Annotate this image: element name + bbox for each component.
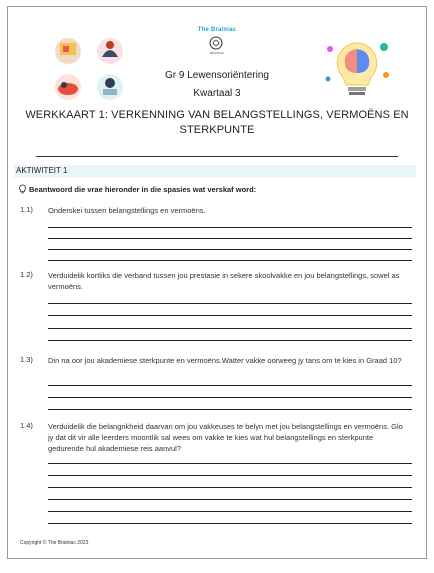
- brand-subtitle: BRAINIAC: [209, 51, 225, 55]
- term-heading: Kwartaal 3: [193, 88, 241, 99]
- question-text: Verduidelik kortliks die verband tussen jou prestasie in sekere skoolvakke en jou belangstellings, sowel as vermoëns.: [48, 271, 400, 291]
- answer-line[interactable]: [48, 487, 412, 488]
- question-number: 1.1): [20, 205, 33, 214]
- grade-heading: Gr 9 Lewensoriëntering: [165, 70, 269, 81]
- question-number: 1.3): [20, 355, 33, 364]
- instruction: [18, 184, 256, 194]
- worksheet-page: [7, 6, 427, 559]
- answer-line[interactable]: [48, 340, 412, 341]
- question-text: Verduidelik die belangrikheid daarvan om jou vakkeuses te belyn met jou belangstellings en vermoëns. Glo jy dat dit vir alle leerders moontlik sal wees om vakke te kies wat hul belangstellings en sterkpunte gedurende hul akademiese reis aanvul?: [48, 422, 403, 453]
- question-number: 1.4): [20, 421, 33, 430]
- answer-line[interactable]: [48, 315, 412, 316]
- activity-label: AKTIWITEIT 1: [16, 166, 68, 175]
- lightbulb-icon: [18, 184, 27, 194]
- answer-line[interactable]: [48, 227, 412, 228]
- answer-line[interactable]: [48, 385, 412, 386]
- answer-line[interactable]: [48, 409, 412, 410]
- brainiac-logo-icon: [209, 36, 223, 50]
- activity-bar: [14, 165, 416, 178]
- answer-line[interactable]: [48, 463, 412, 464]
- instruction-text: Beantwoord die vrae hieronder in die spasies wat verskaf word:: [29, 184, 257, 194]
- name-line[interactable]: [36, 156, 398, 157]
- copyright: Copyright © The Brainiac 2023: [20, 540, 89, 546]
- answer-line[interactable]: [48, 303, 412, 304]
- answer-line[interactable]: [48, 238, 412, 239]
- answer-line[interactable]: [48, 249, 412, 250]
- brand-title: The Brainiac: [197, 27, 237, 33]
- header: [8, 7, 426, 112]
- answer-line[interactable]: [48, 475, 412, 476]
- question-text: Onderskei tussen belangstellings en vermoëns.: [48, 206, 206, 215]
- question-number: 1.2): [20, 270, 33, 279]
- answer-line[interactable]: [48, 397, 412, 398]
- answer-line[interactable]: [48, 328, 412, 329]
- answer-line[interactable]: [48, 511, 412, 512]
- answer-line[interactable]: [48, 260, 412, 261]
- question-text: Din na oor jou akademiese sterkpunte en vermoëns.Watter vakke oorweeg jy tans om te kies in Graad 10?: [48, 356, 402, 365]
- answer-line[interactable]: [48, 523, 412, 524]
- worksheet-title: WERKKAART 1: VERKENNING VAN BELANGSTELLINGS, VERMOËNS EN STERKPUNTE: [25, 109, 409, 136]
- answer-line[interactable]: [48, 499, 412, 500]
